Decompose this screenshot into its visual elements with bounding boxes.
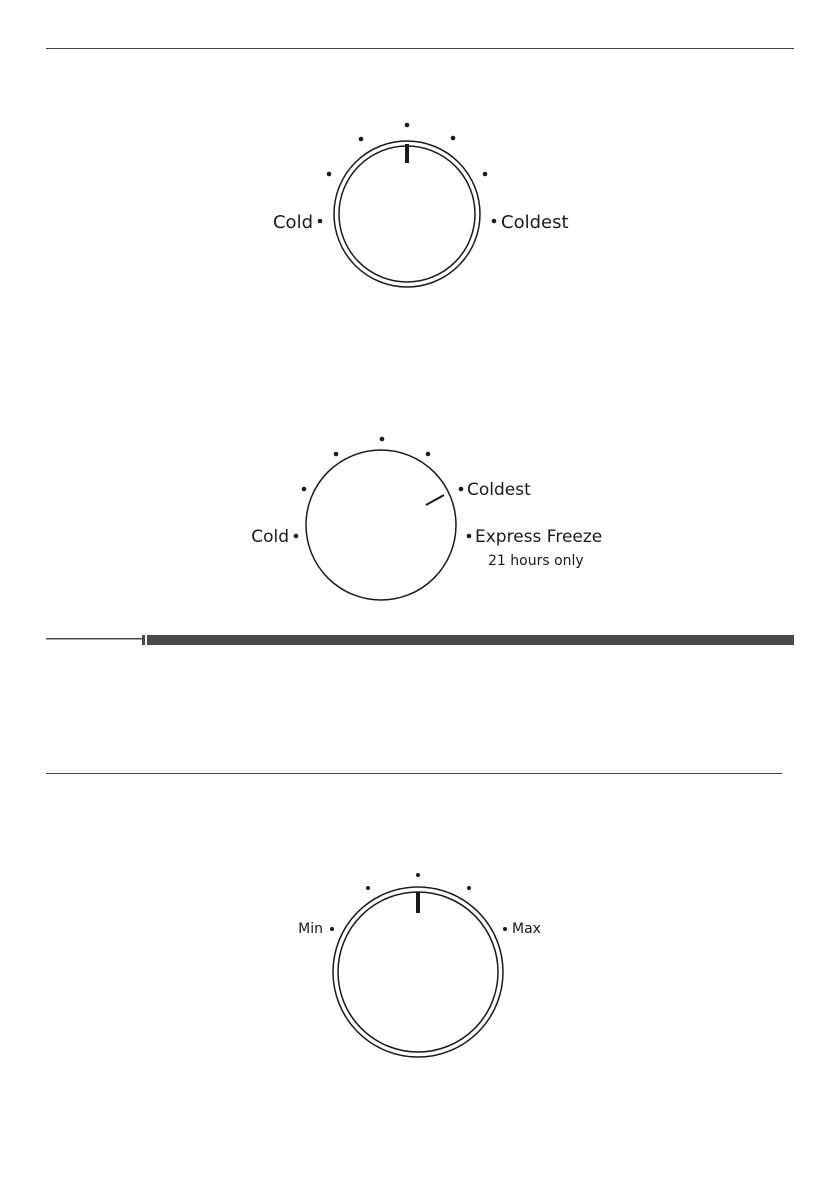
setting-dot [426, 452, 431, 457]
setting-dot [467, 886, 471, 890]
min-label: Min [298, 921, 323, 937]
cold-label: Cold [251, 527, 289, 547]
setting-dot [483, 172, 488, 177]
setting-dot [405, 123, 410, 128]
section-header-bar [46, 635, 794, 645]
setting-dot [318, 219, 323, 224]
setting-dot [416, 873, 420, 877]
express-freeze-label: Express Freeze [475, 527, 603, 547]
dial-pointer [416, 892, 420, 913]
setting-dot [503, 927, 507, 931]
max-label: Max [512, 921, 541, 937]
setting-dot [330, 927, 334, 931]
dial-pointer [426, 495, 444, 505]
setting-dot [451, 136, 456, 141]
setting-dot [294, 534, 299, 539]
coldest-label: Coldest [501, 212, 569, 233]
cold-label: Cold [272, 212, 313, 233]
fridge-control-dial [298, 873, 541, 1057]
freezer-control-dial [273, 123, 569, 287]
setting-dot [366, 886, 370, 890]
setting-dot [459, 487, 464, 492]
setting-dot [327, 172, 332, 177]
setting-dot [359, 137, 364, 142]
setting-dot [467, 534, 472, 539]
dial-pointer [405, 144, 409, 163]
setting-dot [492, 219, 497, 224]
coldest-label: Coldest [467, 480, 531, 500]
setting-dot [380, 437, 385, 442]
express-freeze-duration: 21 hours only [488, 553, 584, 569]
setting-dot [334, 452, 339, 457]
setting-dot [302, 487, 307, 492]
express-freeze-dial [251, 437, 602, 600]
